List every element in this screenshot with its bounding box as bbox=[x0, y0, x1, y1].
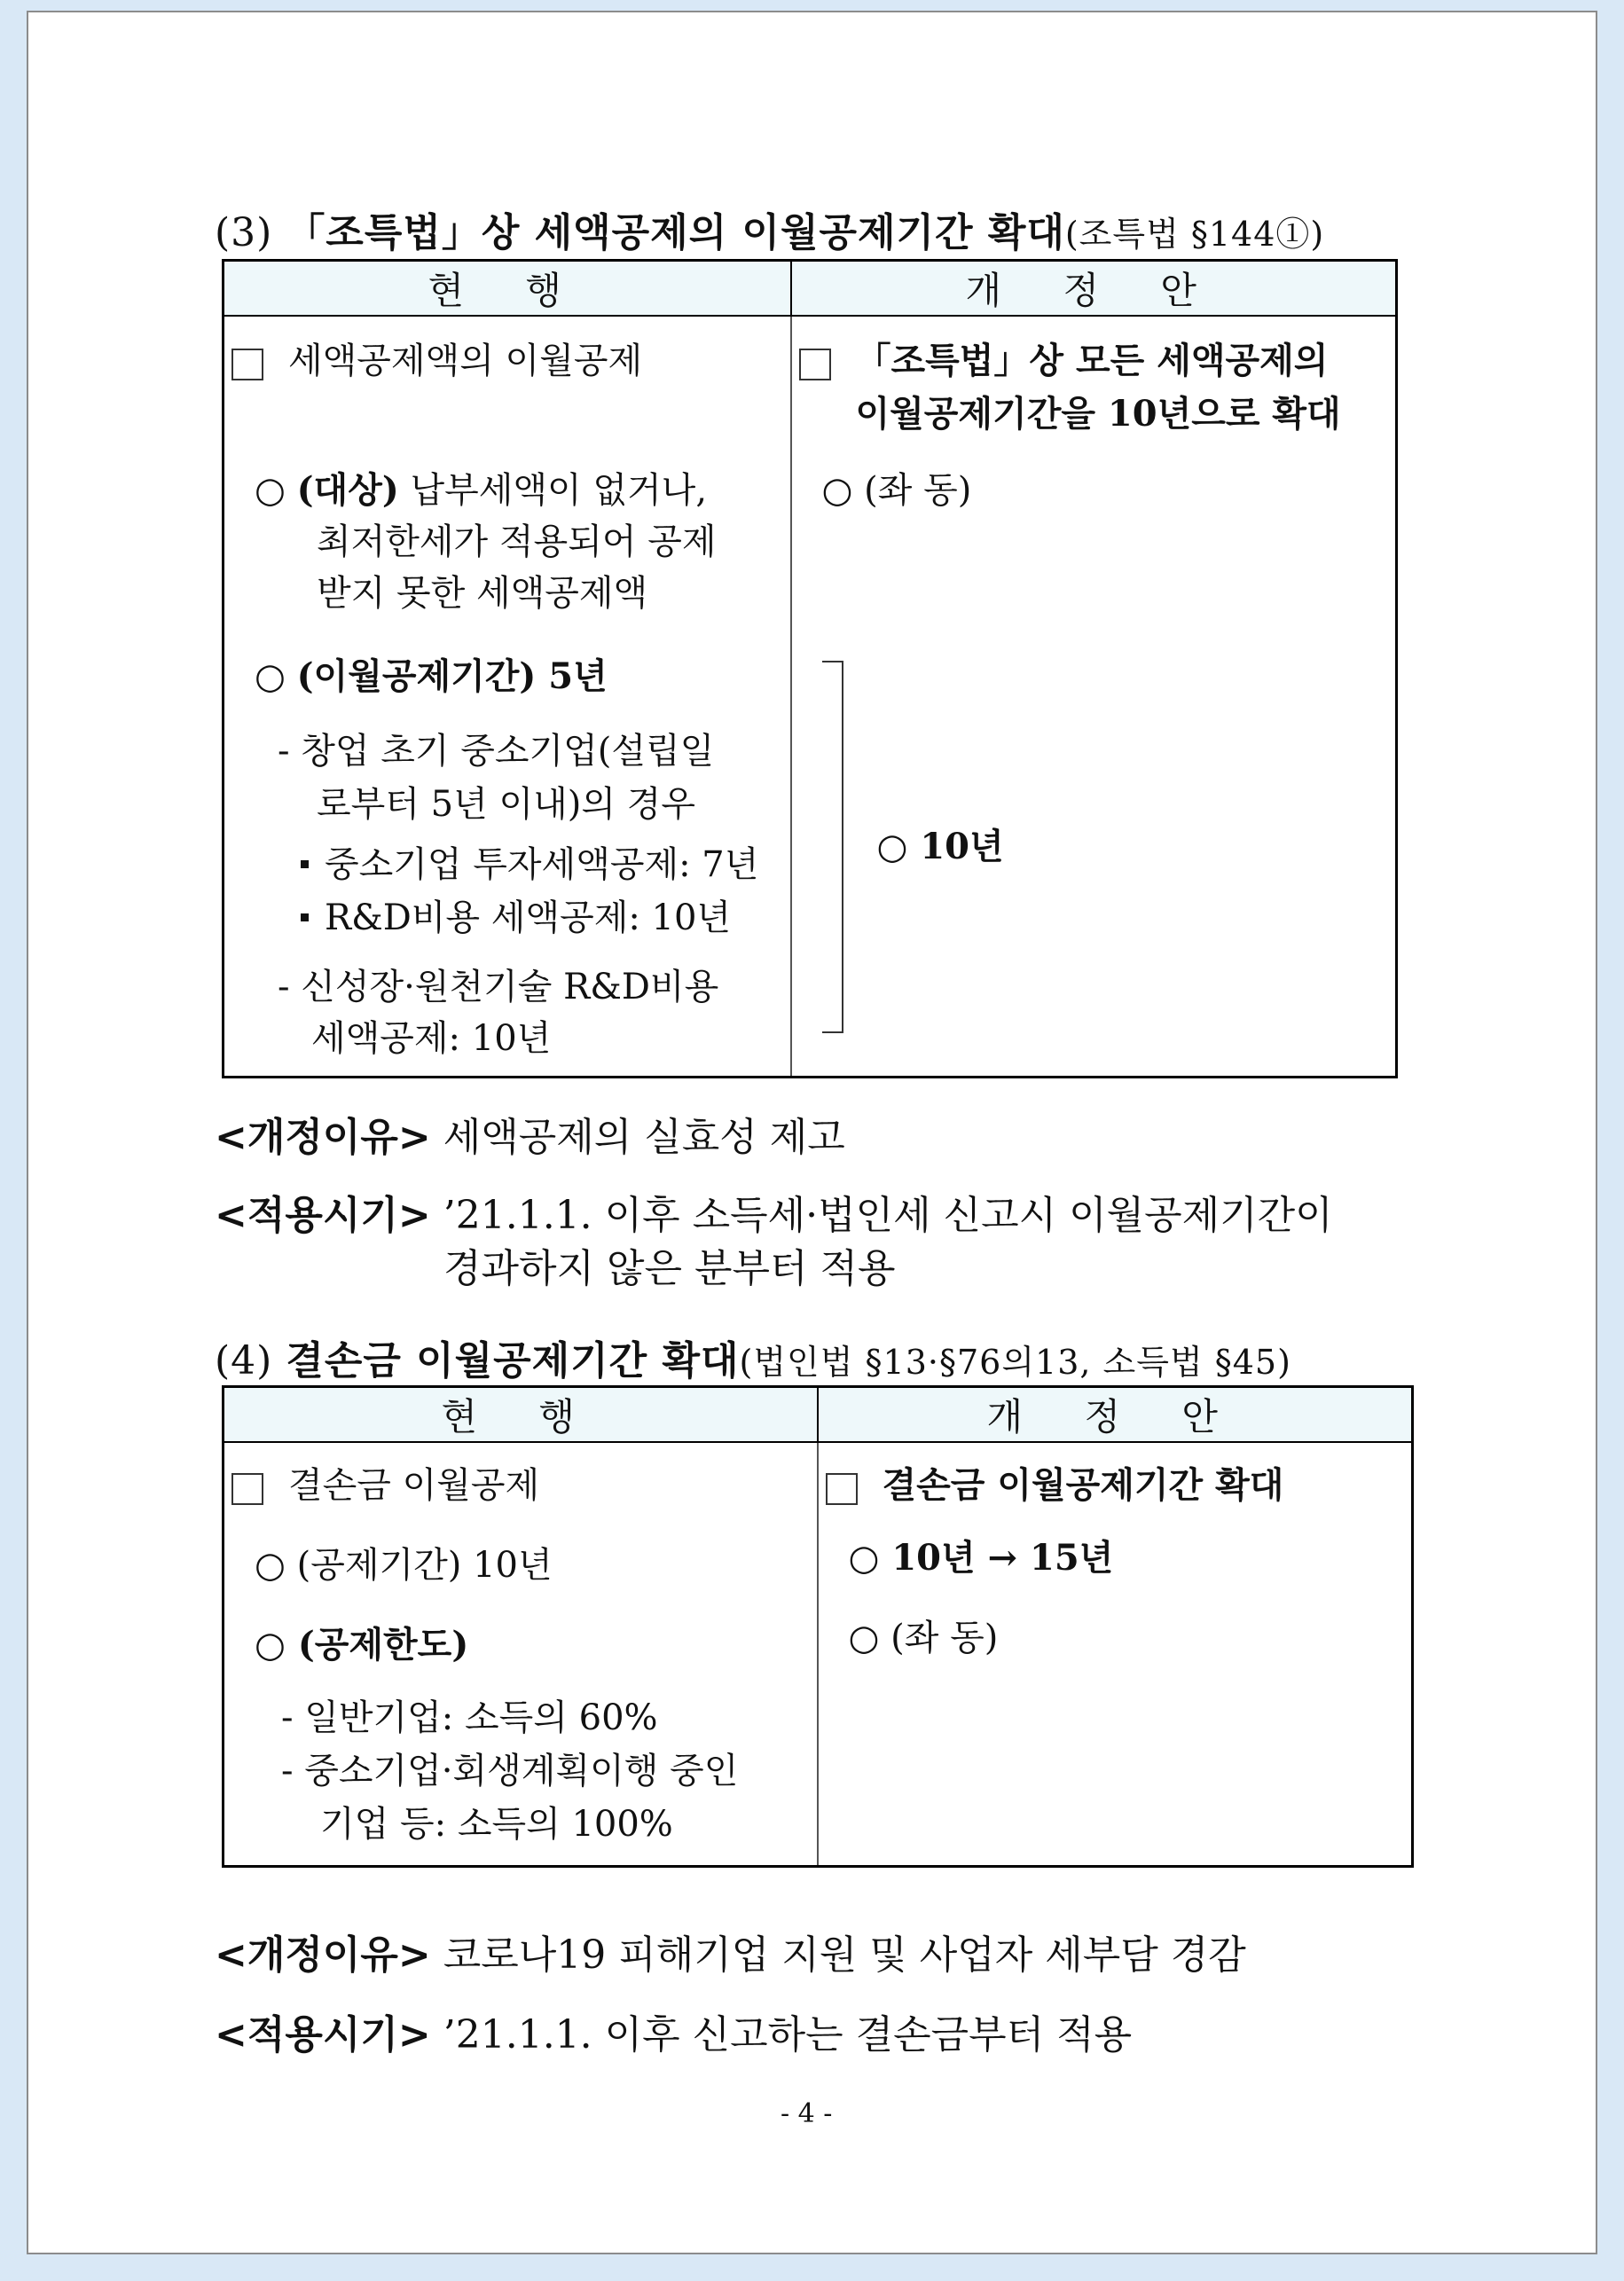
section3-apply bbox=[215, 1183, 1333, 1240]
section3-apply-line2: 경과하지 않은 분부터 적용 bbox=[443, 1246, 896, 1291]
section3-startup-line2: 로부터 5년 이내)의 경우 bbox=[317, 784, 695, 826]
section4-reason-label: <개정이유> bbox=[215, 1932, 431, 1978]
section4-reason-text: 코로나19 피해기업 지원 및 사업자 세부담 경감 bbox=[430, 1932, 1246, 1978]
section3-current-item: 세액공제액의 이월공제 bbox=[288, 341, 643, 382]
section4-apply-text: ’21.1.1. 이후 신고하는 결손금부터 적용 bbox=[430, 2012, 1133, 2058]
section4-current-general: - 일반기업: 소득의 60% bbox=[281, 1697, 658, 1739]
section3-sub2: R&D비용 세액공제: 10년 bbox=[325, 898, 732, 939]
document-page bbox=[27, 11, 1597, 2254]
section4-current-item: 결손금 이월공제 bbox=[288, 1465, 540, 1507]
checkbox-square-icon bbox=[799, 349, 831, 380]
checkbox-square-icon bbox=[826, 1473, 858, 1505]
section3-header-current: 현 행 bbox=[224, 261, 791, 317]
section3-number: (3) bbox=[215, 210, 286, 255]
section3-law-ref: (조특법 §144①) bbox=[1064, 215, 1325, 254]
section4-header-current: 현 행 bbox=[224, 1387, 818, 1443]
section4-proposed-period: ○ 10년 → 15년 bbox=[848, 1537, 1114, 1579]
section4-current-sme-line1: - 중소기업·회생계획이행 중인 bbox=[281, 1751, 739, 1792]
bracket-icon bbox=[822, 661, 843, 1033]
section3-target-text: 납부세액이 없거나, bbox=[398, 470, 708, 512]
section3-heading: 「조특법」상 세액공제의 이월공제기간 확대 bbox=[286, 210, 1065, 255]
section3-sub1-line bbox=[301, 844, 759, 886]
section3-sub1: 중소기업 투자세액공제: 7년 bbox=[325, 844, 759, 886]
section3-reason bbox=[215, 1105, 845, 1162]
section3-period-label: (이월공제기간) 5년 bbox=[296, 655, 608, 698]
section3-target-line2: 최저한세가 적용되어 공제 bbox=[317, 521, 717, 563]
section3-comparison-table bbox=[222, 259, 1398, 1078]
section3-header-proposed: 개 정 안 bbox=[791, 261, 1397, 317]
section3-new-line2: 세액공제: 10년 bbox=[311, 1018, 552, 1060]
section4-current-limit: ○ (공제한도) bbox=[255, 1624, 469, 1666]
section4-comparison-table bbox=[222, 1385, 1414, 1868]
section3-proposed-same: ○ (좌 동) bbox=[821, 470, 972, 512]
section3-title bbox=[215, 200, 1324, 257]
section3-new-line1: - 신성장·원천기술 R&D비용 bbox=[278, 967, 719, 1008]
section4-current-sme-line2: 기업 등: 소득의 100% bbox=[320, 1804, 673, 1846]
section4-apply-label: <적용시기> bbox=[215, 2012, 431, 2058]
section4-reason bbox=[215, 1923, 1246, 1979]
section4-header-proposed: 개 정 안 bbox=[818, 1387, 1413, 1443]
section4-current-cell bbox=[224, 1442, 818, 1866]
section3-target-label: (대상) bbox=[296, 469, 399, 512]
bullet-square-icon bbox=[301, 913, 309, 921]
section4-proposed-item: 결손금 이월공제기간 확대 bbox=[882, 1464, 1284, 1507]
section3-proposed-item-line2: 이월공제기간을 10년으로 확대 bbox=[855, 393, 1341, 435]
section4-proposed-same: ○ (좌 동) bbox=[848, 1618, 999, 1659]
section3-target-line3: 받지 못한 세액공제액 bbox=[317, 573, 648, 615]
section3-reason-label: <개정이유> bbox=[215, 1115, 431, 1160]
section4-apply bbox=[215, 2003, 1132, 2059]
section3-period-line: ○ (이월공제기간) 5년 bbox=[255, 655, 608, 698]
section4-current-period: ○ (공제기간) 10년 bbox=[255, 1545, 553, 1587]
section3-proposed-period: ○ 10년 bbox=[876, 826, 1004, 868]
checkbox-square-icon bbox=[231, 349, 263, 380]
checkbox-square-icon bbox=[231, 1473, 263, 1505]
section4-proposed-cell bbox=[818, 1442, 1413, 1866]
section4-heading: 결손금 이월공제기간 확대 bbox=[286, 1338, 740, 1383]
section3-sub2-line bbox=[301, 898, 732, 939]
section3-startup-line1: - 창업 초기 중소기업(설립일 bbox=[278, 731, 715, 772]
section3-current-cell bbox=[224, 316, 791, 1077]
page-number: - 4 - bbox=[781, 2098, 833, 2129]
section3-target-line1: ○ (대상) 납부세액이 없거나, bbox=[255, 469, 708, 512]
section3-apply-line1: ’21.1.1. 이후 소득세·법인세 신고시 이월공제기간이 bbox=[430, 1193, 1333, 1238]
section3-reason-text: 세액공제의 실효성 제고 bbox=[430, 1115, 845, 1160]
section3-proposed-item-line1: 「조특법」상 모든 세액공제의 bbox=[855, 340, 1329, 382]
section4-title bbox=[215, 1329, 1291, 1385]
section4-law-ref: (법인법 §13·§76의13, 소득법 §45) bbox=[739, 1343, 1291, 1382]
section4-number: (4) bbox=[215, 1338, 286, 1383]
section3-proposed-cell bbox=[791, 316, 1397, 1077]
section3-apply-label: <적용시기> bbox=[215, 1193, 431, 1238]
bullet-square-icon bbox=[301, 860, 309, 868]
